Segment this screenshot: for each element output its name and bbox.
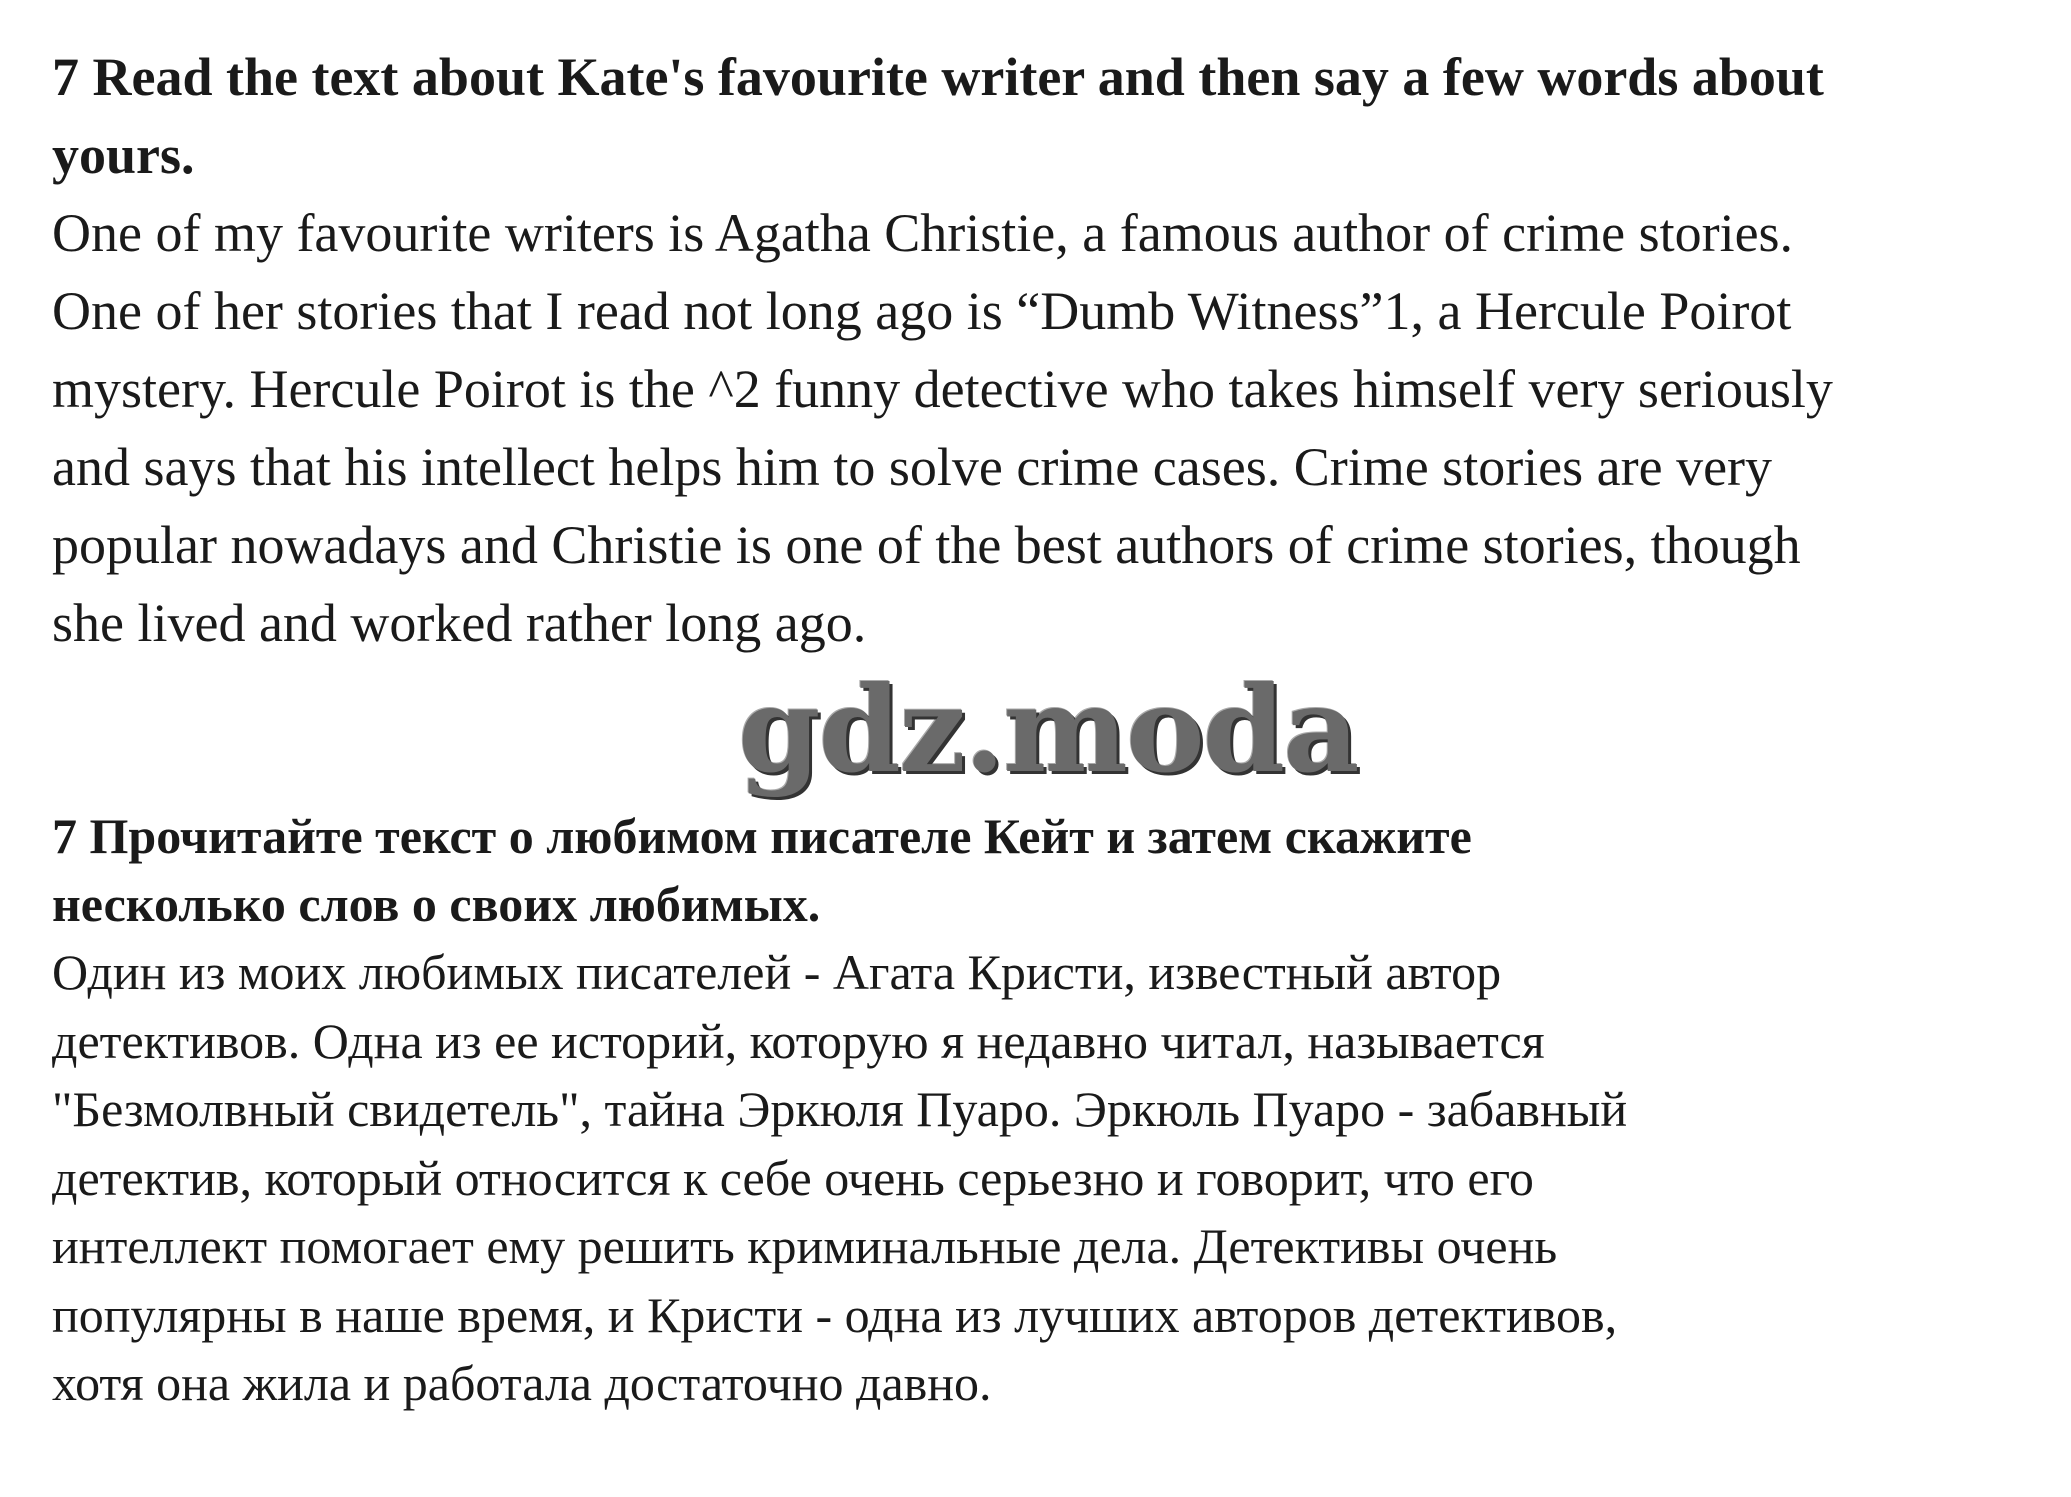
watermark-logo: gdz.moda xyxy=(738,660,1358,799)
english-text: One of my favourite writers is Agatha Christie, a famous author of crime stories. One of her stories that I read not long ago is “Dumb Witness”1, a Hercule Poirot mystery. Hercule Poirot is the ^2 funny detective who takes himself very seriously and says that his intellect helps him to solve crime cases. Crime stories are very popular nowadays and Christie is one of the best authors of crime stories, though she lived and worked rather long ago. xyxy=(52,203,1833,653)
english-task-heading: 7 Read the text about Kate's favourite writer and then say a few words about yours. xyxy=(52,47,1824,185)
russian-section xyxy=(52,802,2042,1418)
document-page xyxy=(52,38,2042,1418)
english-section xyxy=(52,38,2042,662)
russian-text: Один из моих любимых писателей - Агата Кристи, известный автор детективов. Одна из ее историй, которую я недавно читал, называется "Безмолвный свидетель", тайна Эркюля Пуаро. Эркюль Пуаро - забавный детектив, который относится к себе очень серьезно и говорит, что его интеллект помогает ему решить криминальные дела. Детективы очень популярны в наше время, и Кристи - одна из лучших авторов детективов, хотя она жила и работала достаточно давно. xyxy=(52,944,1628,1411)
watermark-area xyxy=(52,662,2042,802)
russian-task-heading: 7 Прочитайте текст о любимом писателе Кейт и затем скажите несколько слов о своих любимых. xyxy=(52,808,1472,932)
